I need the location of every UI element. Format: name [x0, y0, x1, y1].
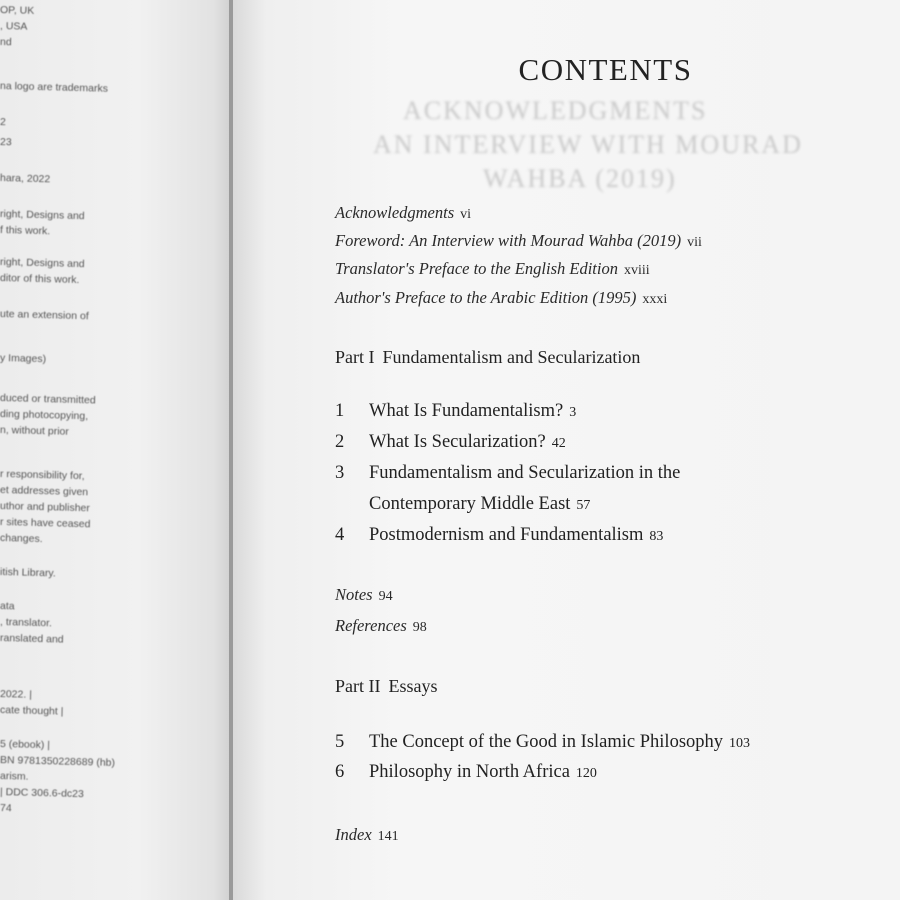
- part-heading: Part II Essays: [335, 676, 438, 696]
- copyright-line: na logo are trademarks: [0, 80, 109, 95]
- copyright-line: 74: [0, 802, 12, 815]
- chapter-entry: 2 What Is Secularization? 42: [335, 432, 566, 452]
- copyright-line: ute an extension of: [0, 308, 89, 323]
- copyright-line: f this work.: [0, 224, 51, 238]
- chapter-entry: 5 The Concept of the Good in Islamic Philosophy 103: [335, 732, 751, 752]
- chapter-entry: 4 Postmodernism and Fundamentalism 83: [335, 525, 664, 545]
- show-through-heading: ACKNOWLEDGMENTS: [403, 96, 708, 125]
- show-through-text: AN INTERVIEW WITH MOURAD: [373, 130, 803, 159]
- copyright-line: right, Designs and: [0, 208, 85, 223]
- toc-entry: Foreword: An Interview with Mourad Wahba (2019) vii: [335, 231, 702, 250]
- chapter-entry: 6 Philosophy in North Africa 120: [335, 762, 597, 782]
- copyright-line: ding photocopying,: [0, 408, 89, 423]
- toc-entry: Author's Preface to the Arabic Edition (1995) xxxi: [335, 288, 668, 307]
- copyright-line: n, without prior: [0, 424, 70, 438]
- chapter-entry: 1 What Is Fundamentalism? 3: [335, 401, 577, 421]
- copyright-line: et addresses given: [0, 484, 89, 499]
- copyright-line: 5 (ebook) |: [0, 738, 51, 752]
- copyright-line: nd: [0, 36, 12, 49]
- copyright-line: duced or transmitted: [0, 392, 96, 407]
- toc-entry-index: Index 141: [335, 825, 399, 844]
- toc-entry: Translator's Preface to the English Edition xviii: [335, 259, 650, 278]
- copyright-line: r sites have ceased: [0, 516, 91, 531]
- copyright-line: y Images): [0, 352, 47, 366]
- copyright-line: , translator.: [0, 616, 53, 630]
- chapter-entry: 3 Fundamentalism and Secularization in the: [335, 463, 681, 483]
- copyright-line: r responsibility for,: [0, 468, 85, 483]
- copyright-line: ata: [0, 600, 15, 613]
- copyright-line: 2: [0, 116, 6, 129]
- show-through-text: WAHBA (2019): [483, 164, 677, 193]
- toc-entry: References 98: [335, 616, 427, 635]
- copyright-line: OP, UK: [0, 4, 35, 17]
- toc-entry: Acknowledgments vi: [335, 203, 472, 222]
- copyright-line: itish Library.: [0, 566, 56, 580]
- copyright-line: arism.: [0, 770, 29, 783]
- copyright-line: ditor of this work.: [0, 272, 80, 287]
- copyright-line: 2022. |: [0, 688, 33, 701]
- page-title: CONTENTS: [518, 52, 693, 87]
- copyright-line: cate thought |: [0, 704, 64, 718]
- copyright-line: hara, 2022: [0, 172, 51, 186]
- contents-page: [233, 0, 900, 900]
- toc-entry: Notes 94: [335, 585, 393, 604]
- copyright-line: , USA: [0, 20, 28, 33]
- copyright-line: ranslated and: [0, 632, 64, 646]
- copyright-line: 23: [0, 136, 12, 149]
- copyright-line: changes.: [0, 532, 43, 546]
- copyright-line: | DDC 306.6-dc23: [0, 786, 84, 801]
- copyright-line: uthor and publisher: [0, 500, 91, 515]
- copyright-line: right, Designs and: [0, 256, 85, 271]
- copyright-line: BN 9781350228689 (hb): [0, 754, 116, 770]
- copyright-page: [0, 0, 232, 900]
- chapter-entry-continued: Contemporary Middle East 57: [369, 494, 591, 514]
- part-heading: Part I Fundamentalism and Secularization: [335, 347, 641, 367]
